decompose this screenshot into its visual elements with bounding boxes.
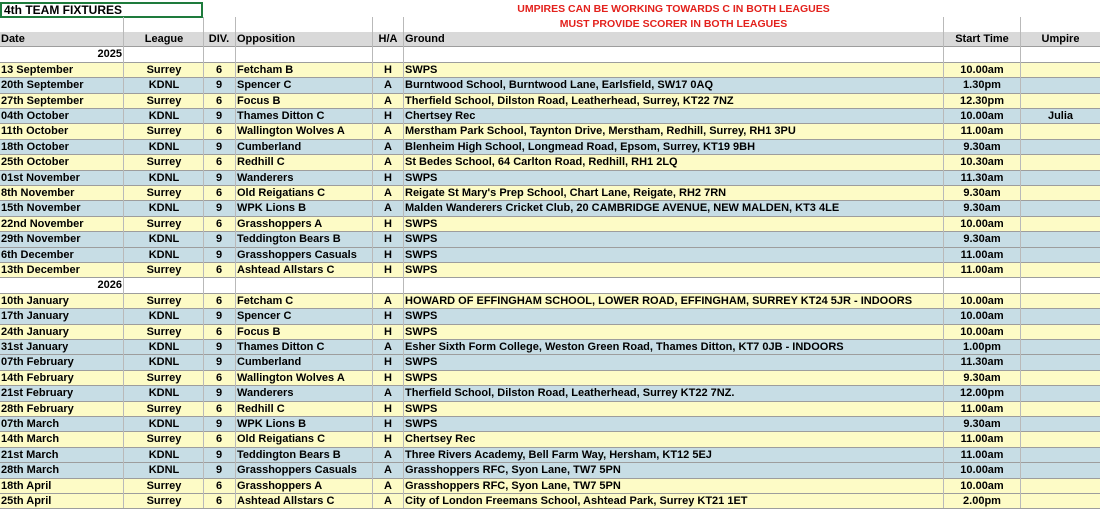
home-away-cell[interactable]: H <box>384 418 392 430</box>
date-cell[interactable]: 31st January <box>1 341 69 353</box>
league-cell[interactable]: Surrey <box>146 217 182 230</box>
opposition-cell[interactable]: Fetcham B <box>237 63 294 76</box>
fixture-row <box>0 140 1100 155</box>
division-cell[interactable]: 6 <box>215 187 223 199</box>
division-cell[interactable]: 6 <box>215 264 223 276</box>
division-cell[interactable]: 6 <box>215 217 223 230</box>
fixture-row <box>0 494 1100 509</box>
home-away-cell[interactable]: A <box>384 479 392 492</box>
home-away-cell[interactable]: A <box>384 464 392 477</box>
start-time-cell[interactable]: 11.00am <box>960 402 1004 415</box>
header-start-time[interactable]: Start Time <box>955 33 1009 45</box>
home-away-cell[interactable]: H <box>384 171 392 184</box>
date-cell[interactable]: 18th October <box>1 140 69 153</box>
home-away-cell[interactable]: H <box>384 371 392 384</box>
umpire-cell[interactable] <box>1021 294 1100 309</box>
umpire-cell[interactable] <box>1021 78 1100 93</box>
header-home-away[interactable]: H/A <box>378 33 398 45</box>
home-away-cell[interactable]: A <box>384 387 392 400</box>
home-away-cell[interactable]: H <box>384 310 392 323</box>
league-cell[interactable]: Surrey <box>146 479 182 492</box>
home-away-cell[interactable]: A <box>384 94 392 107</box>
home-away-cell[interactable]: A <box>384 79 392 92</box>
league-cell[interactable]: KDNL <box>148 79 180 92</box>
fixture-row <box>0 263 1100 278</box>
start-time-cell[interactable]: 11.30am <box>960 171 1004 184</box>
start-time-cell[interactable]: 11.30am <box>960 356 1004 369</box>
start-time-cell[interactable]: 10.00am <box>960 310 1004 323</box>
ground-cell[interactable]: City of London Freemans School, Ashtead Park, Surrey KT21 1ET <box>405 495 748 507</box>
header-umpire[interactable]: Umpire <box>1041 33 1080 45</box>
division-cell[interactable]: 9 <box>215 202 223 215</box>
home-away-cell[interactable]: H <box>384 233 392 246</box>
home-away-cell[interactable]: A <box>384 341 392 353</box>
ground-cell[interactable]: Chertsey Rec <box>405 433 476 446</box>
ground-cell[interactable]: St Bedes School, 64 Carlton Road, Redhill, RH1 2LQ <box>405 156 678 169</box>
umpire-cell[interactable] <box>1021 463 1100 478</box>
division-cell[interactable]: 6 <box>215 94 223 107</box>
fixture-row <box>0 309 1100 324</box>
division-cell[interactable]: 9 <box>215 110 223 122</box>
date-cell[interactable]: 21st February <box>1 387 74 400</box>
date-cell[interactable]: 13 September <box>1 63 74 76</box>
column-divider <box>203 17 204 508</box>
opposition-cell[interactable]: Fetcham C <box>237 294 294 307</box>
year-cell[interactable]: 2025 <box>97 48 122 61</box>
fixture-row <box>0 479 1100 494</box>
fixture-row <box>0 94 1100 109</box>
fixture-row <box>0 171 1100 186</box>
ground-cell[interactable]: SWPS <box>405 233 438 246</box>
umpire-cell[interactable] <box>1021 201 1100 216</box>
league-cell[interactable]: Surrey <box>146 63 182 76</box>
league-cell[interactable]: Surrey <box>146 264 182 276</box>
league-cell[interactable]: KDNL <box>148 448 180 461</box>
date-cell[interactable]: 07th February <box>1 356 74 369</box>
ground-cell[interactable]: Grasshoppers RFC, Syon Lane, TW7 5PN <box>405 464 621 477</box>
opposition-cell[interactable]: Cumberland <box>237 140 302 153</box>
league-cell[interactable]: Surrey <box>146 325 182 338</box>
ground-cell[interactable]: SWPS <box>405 310 438 323</box>
umpire-cell[interactable] <box>1021 140 1100 155</box>
header-date[interactable]: Date <box>1 33 25 45</box>
date-cell[interactable]: 04th October <box>1 110 69 122</box>
opposition-cell[interactable]: Spencer C <box>237 310 292 323</box>
opposition-cell[interactable]: Thames Ditton C <box>237 110 325 122</box>
start-time-cell[interactable]: 10.00am <box>960 110 1004 122</box>
division-cell[interactable]: 6 <box>215 156 223 169</box>
league-cell[interactable]: Surrey <box>146 433 182 446</box>
start-time-cell[interactable]: 9.30am <box>963 187 1001 199</box>
umpire-cell[interactable] <box>1021 171 1100 186</box>
umpire-cell[interactable] <box>1021 94 1100 109</box>
date-cell[interactable]: 6th December <box>1 248 74 261</box>
division-cell[interactable]: 6 <box>215 479 223 492</box>
umpire-cell[interactable] <box>1021 371 1100 386</box>
date-cell[interactable]: 11th October <box>1 125 69 138</box>
fixture-row <box>0 355 1100 370</box>
start-time-cell[interactable]: 1.00pm <box>963 341 1001 353</box>
opposition-cell[interactable]: Redhill C <box>237 402 285 415</box>
start-time-cell[interactable]: 9.30am <box>963 233 1001 246</box>
umpire-cell[interactable] <box>1021 402 1100 417</box>
opposition-cell[interactable]: Ashtead Allstars C <box>237 495 335 507</box>
umpire-cell[interactable] <box>1021 340 1100 355</box>
date-cell[interactable]: 10th January <box>1 294 69 307</box>
scorer-notice[interactable]: MUST PROVIDE SCORER IN BOTH LEAGUES <box>559 18 788 30</box>
umpire-cell[interactable] <box>1021 448 1100 463</box>
opposition-cell[interactable]: Thames Ditton C <box>237 341 325 353</box>
ground-cell[interactable]: SWPS <box>405 371 438 384</box>
umpire-cell[interactable] <box>1021 494 1100 509</box>
umpire-cell[interactable] <box>1021 309 1100 324</box>
ground-cell[interactable]: SWPS <box>405 248 438 261</box>
league-cell[interactable]: KDNL <box>148 310 180 323</box>
header-league[interactable]: League <box>144 33 184 45</box>
column-divider <box>235 17 236 508</box>
division-cell[interactable]: 9 <box>215 356 223 369</box>
date-cell[interactable]: 17th January <box>1 310 69 323</box>
league-cell[interactable]: Surrey <box>146 156 182 169</box>
start-time-cell[interactable]: 10.30am <box>960 156 1004 169</box>
ground-cell[interactable]: SWPS <box>405 356 438 369</box>
opposition-cell[interactable]: Old Reigatians C <box>237 187 326 199</box>
umpire-notice[interactable]: UMPIRES CAN BE WORKING TOWARDS C IN BOTH LEAGUES <box>517 3 830 15</box>
league-cell[interactable]: Surrey <box>146 371 182 384</box>
division-cell[interactable]: 9 <box>215 341 223 353</box>
fixture-row <box>0 155 1100 170</box>
umpire-cell[interactable] <box>1021 217 1100 232</box>
year-row <box>0 47 1100 62</box>
start-time-cell[interactable]: 9.30am <box>963 140 1001 153</box>
umpire-cell[interactable] <box>1021 386 1100 401</box>
ground-cell[interactable]: SWPS <box>405 325 438 338</box>
home-away-cell[interactable]: H <box>384 433 392 446</box>
division-cell[interactable]: 6 <box>215 63 223 76</box>
division-cell[interactable]: 6 <box>215 495 223 507</box>
ground-cell[interactable]: Malden Wanderers Cricket Club, 20 CAMBRIDGE AVENUE, NEW MALDEN, KT3 4LE <box>405 202 840 215</box>
date-cell[interactable]: 27th September <box>1 94 84 107</box>
division-cell[interactable]: 9 <box>215 464 223 477</box>
home-away-cell[interactable]: H <box>384 63 392 76</box>
ground-cell[interactable]: SWPS <box>405 264 438 276</box>
date-cell[interactable]: 07th March <box>1 418 60 430</box>
opposition-cell[interactable]: Cumberland <box>237 356 302 369</box>
start-time-cell[interactable]: 9.30am <box>963 202 1001 215</box>
home-away-cell[interactable]: A <box>384 448 392 461</box>
opposition-cell[interactable]: Redhill C <box>237 156 285 169</box>
column-divider <box>372 17 373 508</box>
ground-cell[interactable]: SWPS <box>405 418 438 430</box>
fixture-row <box>0 402 1100 417</box>
division-cell[interactable]: 6 <box>215 294 223 307</box>
ground-cell[interactable]: Three Rivers Academy, Bell Farm Way, Hersham, KT12 5EJ <box>405 448 712 461</box>
date-cell[interactable]: 25th April <box>1 495 52 507</box>
league-cell[interactable]: Surrey <box>146 495 182 507</box>
date-cell[interactable]: 15th November <box>1 202 81 215</box>
league-cell[interactable]: Surrey <box>146 94 182 107</box>
opposition-cell[interactable]: Grasshoppers Casuals <box>237 248 357 261</box>
umpire-cell[interactable] <box>1021 355 1100 370</box>
column-divider <box>403 17 404 508</box>
opposition-cell[interactable]: Wanderers <box>237 387 294 400</box>
ground-cell[interactable]: Esher Sixth Form College, Weston Green Road, Thames Ditton, KT7 0JB - INDOORS <box>405 341 844 353</box>
year-cell[interactable]: 2026 <box>97 279 122 292</box>
home-away-cell[interactable]: A <box>384 156 392 169</box>
opposition-cell[interactable]: Teddington Bears B <box>237 233 341 246</box>
league-cell[interactable]: Surrey <box>146 125 182 138</box>
fixture-row <box>0 417 1100 432</box>
league-cell[interactable]: KDNL <box>148 171 180 184</box>
opposition-cell[interactable]: Grasshoppers A <box>237 479 323 492</box>
header-row <box>0 32 1100 47</box>
league-cell[interactable]: KDNL <box>148 387 180 400</box>
start-time-cell[interactable]: 11.00am <box>960 448 1004 461</box>
start-time-cell[interactable]: 10.00am <box>960 63 1004 76</box>
date-cell[interactable]: 24th January <box>1 325 69 338</box>
home-away-cell[interactable]: A <box>384 140 392 153</box>
home-away-cell[interactable]: H <box>384 356 392 369</box>
column-divider <box>123 17 124 508</box>
opposition-cell[interactable]: Old Reigatians C <box>237 433 326 446</box>
home-away-cell[interactable]: A <box>384 125 392 138</box>
division-cell[interactable]: 9 <box>215 418 223 430</box>
start-time-cell[interactable]: 9.30am <box>963 371 1001 384</box>
fixture-row <box>0 340 1100 355</box>
home-away-cell[interactable]: H <box>384 248 392 261</box>
date-cell[interactable]: 28th February <box>1 402 74 415</box>
opposition-cell[interactable]: Teddington Bears B <box>237 448 341 461</box>
date-cell[interactable]: 22nd November <box>1 217 84 230</box>
fixture-row <box>0 232 1100 247</box>
ground-cell[interactable]: Therfield School, Dilston Road, Leatherhead, Surrey KT22 7NZ. <box>405 387 735 400</box>
date-cell[interactable]: 14th February <box>1 371 74 384</box>
umpire-cell[interactable] <box>1021 263 1100 278</box>
fixture-row <box>0 371 1100 386</box>
opposition-cell[interactable]: Wallington Wolves A <box>237 371 345 384</box>
start-time-cell[interactable]: 10.00am <box>960 479 1004 492</box>
home-away-cell[interactable]: A <box>384 294 392 307</box>
column-divider <box>943 17 944 508</box>
ground-cell[interactable]: Blenheim High School, Longmead Road, Epsom, Surrey, KT19 9BH <box>405 140 756 153</box>
date-cell[interactable]: 29th November <box>1 233 81 246</box>
ground-cell[interactable]: Burntwood School, Burntwood Lane, Earlsfield, SW17 0AQ <box>405 79 714 92</box>
date-cell[interactable]: 28th March <box>1 464 60 477</box>
umpire-cell[interactable] <box>1021 155 1100 170</box>
fixture-row <box>0 78 1100 93</box>
division-cell[interactable]: 9 <box>215 171 223 184</box>
league-cell[interactable]: Surrey <box>146 187 182 199</box>
division-cell[interactable]: 6 <box>215 371 223 384</box>
start-time-cell[interactable]: 12.00pm <box>959 387 1005 400</box>
fixture-row <box>0 386 1100 401</box>
fixture-row <box>0 325 1100 340</box>
home-away-cell[interactable]: A <box>384 202 392 215</box>
ground-cell[interactable]: HOWARD OF EFFINGHAM SCHOOL, LOWER ROAD, EFFINGHAM, SURREY KT24 5JR - INDOORS <box>405 294 913 307</box>
ground-cell[interactable]: SWPS <box>405 63 438 76</box>
home-away-cell[interactable]: H <box>384 402 392 415</box>
league-cell[interactable]: KDNL <box>148 202 180 215</box>
umpire-cell[interactable] <box>1021 63 1100 78</box>
date-cell[interactable]: 18th April <box>1 479 52 492</box>
fixture-row <box>0 294 1100 309</box>
division-cell[interactable]: 6 <box>215 402 223 415</box>
opposition-cell[interactable]: WPK Lions B <box>237 202 307 215</box>
ground-cell[interactable]: Chertsey Rec <box>405 110 476 122</box>
fixture-row <box>0 109 1100 124</box>
umpire-cell[interactable] <box>1021 479 1100 494</box>
header-opposition[interactable]: Opposition <box>237 33 296 45</box>
start-time-cell[interactable]: 11.00am <box>960 264 1004 276</box>
umpire-cell[interactable] <box>1021 186 1100 201</box>
fixture-row <box>0 124 1100 139</box>
opposition-cell[interactable]: Wanderers <box>237 171 294 184</box>
fixture-row <box>0 217 1100 232</box>
opposition-cell[interactable]: Ashtead Allstars C <box>237 264 335 276</box>
home-away-cell[interactable]: H <box>384 110 392 122</box>
league-cell[interactable]: KDNL <box>148 140 180 153</box>
date-cell[interactable]: 01st November <box>1 171 80 184</box>
opposition-cell[interactable]: Focus B <box>237 325 281 338</box>
ground-cell[interactable]: Merstham Park School, Taynton Drive, Merstham, Redhill, Surrey, RH1 3PU <box>405 125 796 138</box>
ground-cell[interactable]: SWPS <box>405 217 438 230</box>
fixture-row <box>0 432 1100 447</box>
date-cell[interactable]: 25th October <box>1 156 69 169</box>
date-cell[interactable]: 13th December <box>1 264 80 276</box>
start-time-cell[interactable]: 1.30pm <box>963 79 1001 92</box>
home-away-cell[interactable]: A <box>384 187 392 199</box>
ground-cell[interactable]: Reigate St Mary's Prep School, Chart Lane, Reigate, RH2 7RN <box>405 187 727 199</box>
league-cell[interactable]: KDNL <box>148 248 180 261</box>
ground-cell[interactable]: SWPS <box>405 171 438 184</box>
header-ground[interactable]: Ground <box>405 33 445 45</box>
ground-cell[interactable]: Grasshoppers RFC, Syon Lane, TW7 5PN <box>405 479 621 492</box>
opposition-cell[interactable]: Grasshoppers Casuals <box>237 464 357 477</box>
start-time-cell[interactable]: 10.00am <box>960 217 1004 230</box>
start-time-cell[interactable]: 12.30pm <box>959 94 1005 107</box>
selected-title-cell[interactable]: 4th TEAM FIXTURES <box>0 2 203 18</box>
fixture-row <box>0 448 1100 463</box>
fixture-row <box>0 63 1100 78</box>
opposition-cell[interactable]: WPK Lions B <box>237 418 307 430</box>
ground-cell[interactable]: Therfield School, Dilston Road, Leatherhead, Surrey, KT22 7NZ <box>405 94 734 107</box>
start-time-cell[interactable]: 2.00pm <box>963 495 1001 507</box>
division-cell[interactable]: 6 <box>215 433 223 446</box>
date-cell[interactable]: 14th March <box>1 433 60 446</box>
start-time-cell[interactable]: 11.00am <box>960 125 1004 138</box>
start-time-cell[interactable]: 10.00am <box>960 325 1004 338</box>
umpire-cell[interactable]: Julia <box>1047 110 1074 122</box>
ground-cell[interactable]: SWPS <box>405 402 438 415</box>
division-cell[interactable]: 9 <box>215 140 223 153</box>
league-cell[interactable]: KDNL <box>148 418 180 430</box>
opposition-cell[interactable]: Focus B <box>237 94 281 107</box>
division-cell[interactable]: 9 <box>215 248 223 261</box>
division-cell[interactable]: 9 <box>215 233 223 246</box>
date-cell[interactable]: 20th September <box>1 79 84 92</box>
league-cell[interactable]: KDNL <box>148 341 180 353</box>
league-cell[interactable]: KDNL <box>148 233 180 246</box>
league-cell[interactable]: KDNL <box>148 356 180 369</box>
division-cell[interactable]: 6 <box>215 325 223 338</box>
header-division[interactable]: DIV. <box>208 33 230 45</box>
league-cell[interactable]: KDNL <box>148 110 180 122</box>
fixture-row <box>0 463 1100 478</box>
division-cell[interactable]: 9 <box>215 310 223 323</box>
division-cell[interactable]: 9 <box>215 448 223 461</box>
umpire-cell[interactable] <box>1021 124 1100 139</box>
division-cell[interactable]: 9 <box>215 387 223 400</box>
fixture-row <box>0 186 1100 201</box>
umpire-cell[interactable] <box>1021 325 1100 340</box>
column-divider <box>1020 17 1021 508</box>
opposition-cell[interactable]: Grasshoppers A <box>237 217 323 230</box>
umpire-cell[interactable] <box>1021 432 1100 447</box>
umpire-cell[interactable] <box>1021 417 1100 432</box>
opposition-cell[interactable]: Wallington Wolves A <box>237 125 345 138</box>
start-time-cell[interactable]: 11.00am <box>960 248 1004 261</box>
start-time-cell[interactable]: 11.00am <box>960 433 1004 446</box>
umpire-cell[interactable] <box>1021 248 1100 263</box>
home-away-cell[interactable]: H <box>384 217 392 230</box>
date-cell[interactable]: 21st March <box>1 448 59 461</box>
league-cell[interactable]: KDNL <box>148 464 180 477</box>
division-cell[interactable]: 9 <box>215 79 223 92</box>
start-time-cell[interactable]: 9.30am <box>963 418 1001 430</box>
league-cell[interactable]: Surrey <box>146 294 182 307</box>
start-time-cell[interactable]: 10.00am <box>960 464 1004 477</box>
home-away-cell[interactable]: A <box>384 495 392 507</box>
home-away-cell[interactable]: H <box>384 325 392 338</box>
year-row <box>0 278 1100 293</box>
division-cell[interactable]: 6 <box>215 125 223 138</box>
home-away-cell[interactable]: H <box>384 264 392 276</box>
start-time-cell[interactable]: 10.00am <box>960 294 1004 307</box>
fixture-row <box>0 248 1100 263</box>
date-cell[interactable]: 8th November <box>1 187 75 199</box>
opposition-cell[interactable]: Spencer C <box>237 79 292 92</box>
umpire-cell[interactable] <box>1021 232 1100 247</box>
fixture-row <box>0 201 1100 216</box>
league-cell[interactable]: Surrey <box>146 402 182 415</box>
